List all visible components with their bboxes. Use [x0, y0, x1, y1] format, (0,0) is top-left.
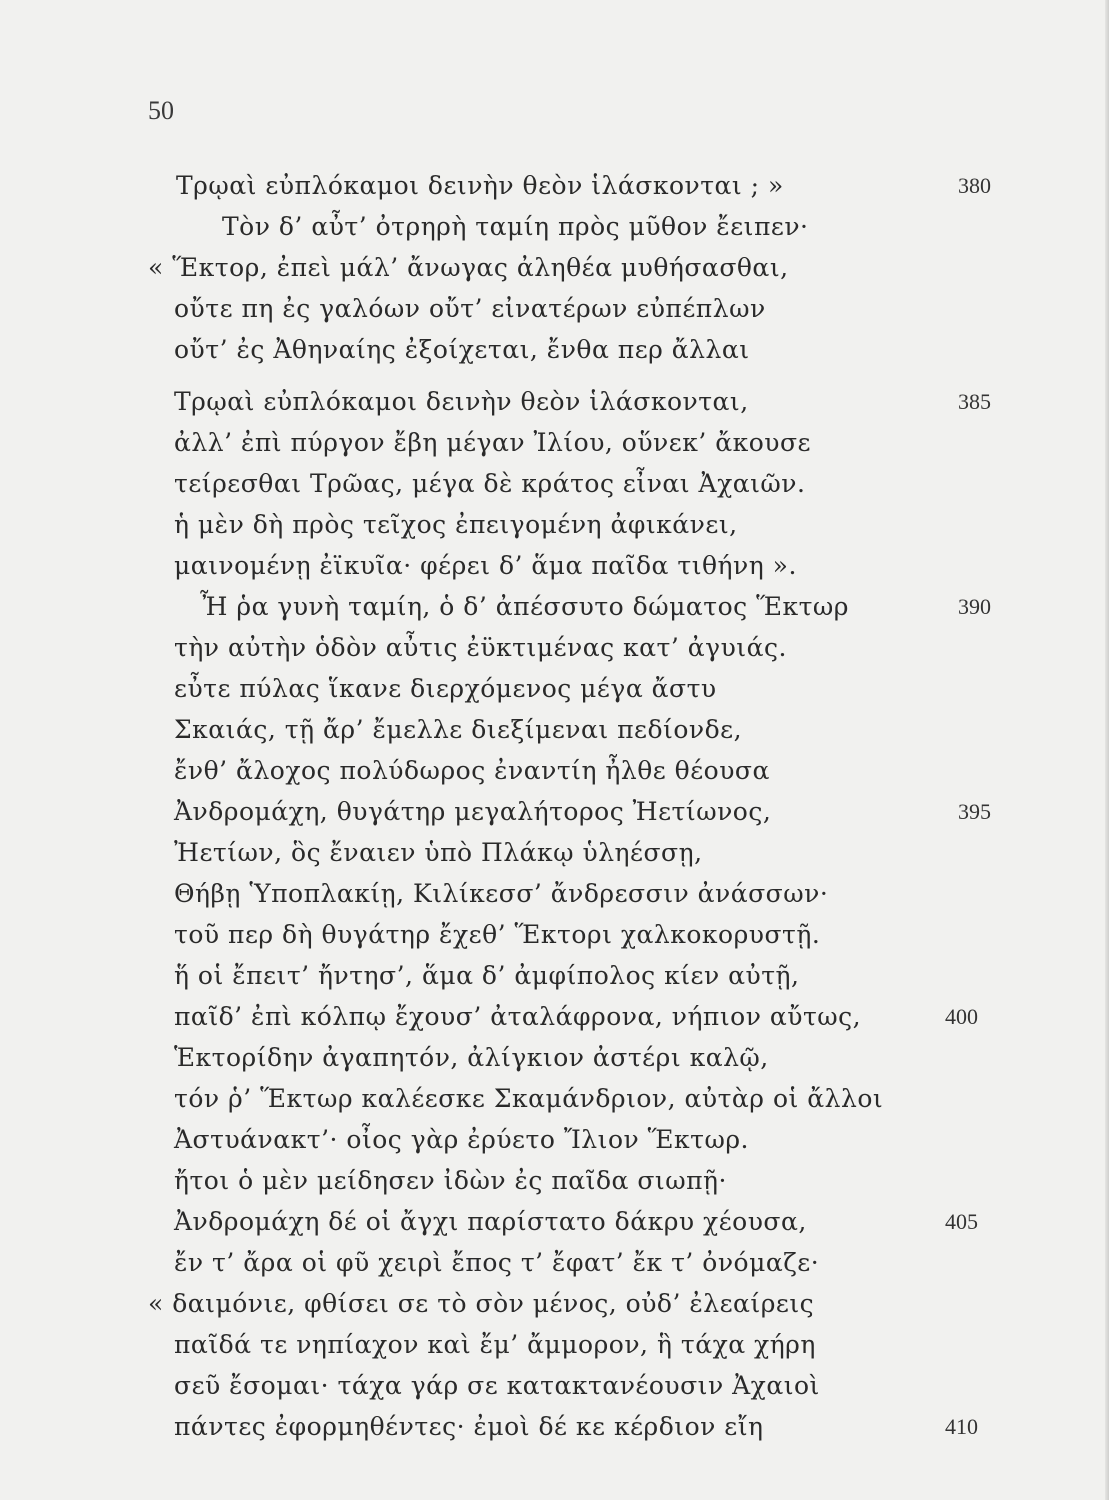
verse-text: Ἀστυάνακτ’· οἶος γὰρ ἐρύετο Ἴλιον Ἕκτωρ.	[174, 1125, 749, 1154]
verse-text: οὔτ’ ἐς Ἀθηναίης ἐξοίχεται, ἔνθα περ ἄλλαι	[174, 335, 750, 364]
verse-text: ἤτοι ὁ μὲν μείδησεν ἰδὼν ἐς παῖδα σιωπῇ·	[174, 1166, 727, 1195]
verse-text: εὖτε πύλας ἵκανε διερχόμενος μέγα ἄστυ	[174, 674, 717, 703]
verse-line	[0, 423, 1109, 463]
verse-text: Τρῳαὶ εὐπλόκαμοι δεινὴν θεὸν ἱλάσκονται,	[174, 387, 749, 416]
verse-line	[0, 710, 1109, 750]
verse-line	[0, 382, 1109, 422]
line-number: 380	[958, 173, 991, 198]
verse-line	[0, 1243, 1109, 1283]
verse-text: τόν ῥ’ Ἕκτωρ καλέεσκε Σκαμάνδριον, αὐτὰρ οἱ ἄλλοι	[174, 1084, 884, 1113]
verse-text: τείρεσθαι Τρῶας, μέγα δὲ κράτος εἶναι Ἀχαιῶν.	[174, 469, 806, 498]
verse-text: τοῦ περ δὴ θυγάτηρ ἔχεθ’ Ἕκτορι χαλκοκορυστῇ.	[174, 920, 821, 949]
verse-text: Θήβῃ Ὑποπλακίῃ, Κιλίκεσσ’ ἄνδρεσσιν ἀνάσσων·	[174, 879, 829, 908]
verse-text: Ἠετίων, ὃς ἔναιεν ὑπὸ Πλάκῳ ὑληέσσῃ,	[174, 838, 703, 867]
verse-line	[0, 546, 1109, 586]
verse-line	[0, 1366, 1109, 1406]
verse-line	[0, 587, 1109, 627]
verse-text: ἔν τ’ ἄρα οἱ φῦ χειρὶ ἔπος τ’ ἔφατ’ ἔκ τ’ ὀνόμαζε·	[174, 1248, 820, 1277]
line-number: 390	[958, 594, 991, 619]
verse-line	[0, 751, 1109, 791]
verse-text: παῖδά τε νηπίαχον καὶ ἔμ’ ἄμμορον, ἣ τάχα χήρη	[174, 1330, 816, 1359]
verse-text: μαινομένῃ ἐϊκυῖα· φέρει δ’ ἅμα παῖδα τιθήνη ».	[174, 551, 797, 580]
verse-text: Τρῳαὶ εὐπλόκαμοι δεινὴν θεὸν ἱλάσκονται ; »	[176, 171, 784, 200]
verse-line	[0, 1038, 1109, 1078]
verse-text: ἡ μὲν δὴ πρὸς τεῖχος ἐπειγομένη ἀφικάνει,	[174, 510, 738, 539]
line-number: 395	[958, 799, 991, 824]
verse-text: Ἀνδρομάχη δέ οἱ ἄγχι παρίστατο δάκρυ χέουσα,	[174, 1207, 807, 1236]
verse-text: Ἀνδρομάχη, θυγάτηρ μεγαλήτορος Ἠετίωνος,	[174, 797, 772, 826]
verse-text: Σκαιάς, τῇ ἄρ’ ἔμελλε διεξίμεναι πεδίονδε,	[174, 715, 743, 744]
line-number: 405	[945, 1209, 978, 1234]
verse-line	[0, 997, 1109, 1037]
verse-line	[0, 1161, 1109, 1201]
verse-line	[0, 628, 1109, 668]
verse-line	[0, 1202, 1109, 1242]
verse-line	[0, 207, 1109, 247]
verse-line	[0, 166, 1109, 206]
verse-line	[0, 1120, 1109, 1160]
page-edge	[1105, 0, 1109, 1500]
line-number: 410	[945, 1414, 978, 1439]
verse-line	[0, 330, 1109, 370]
line-number: 400	[945, 1004, 978, 1029]
verse-text: ἥ οἱ ἔπειτ’ ἤντησ’, ἅμα δ’ ἀμφίπολος κίεν αὐτῇ,	[174, 961, 800, 990]
verse-text: « Ἕκτορ, ἐπεὶ μάλ’ ἄνωγας ἀληθέα μυθήσασθαι,	[148, 253, 789, 282]
verse-text: πάντες ἐφορμηθέντες· ἐμοὶ δέ κε κέρδιον εἴη	[174, 1412, 764, 1441]
verse-line	[0, 248, 1109, 288]
verse-line	[0, 915, 1109, 955]
verse-text: οὔτε πη ἐς γαλόων οὔτ’ εἰνατέρων εὐπέπλων	[174, 294, 766, 323]
verse-line	[0, 792, 1109, 832]
verse-line	[0, 1079, 1109, 1119]
verse-text: σεῦ ἔσομαι· τάχα γάρ σε κατακτανέουσιν Ἀχαιοὶ	[174, 1371, 820, 1400]
verse-text: παῖδ’ ἐπὶ κόλπῳ ἔχουσ’ ἀταλάφρονα, νήπιον αὔτως,	[174, 1002, 862, 1031]
verse-text: τὴν αὐτὴν ὁδὸν αὖτις ἐϋκτιμένας κατ’ ἀγυιάς.	[174, 633, 787, 662]
verse-text: ἔνθ’ ἄλοχος πολύδωρος ἐναντίη ἦλθε θέουσα	[174, 756, 770, 785]
verse-line	[0, 1325, 1109, 1365]
verse-text: Τὸν δ’ αὖτ’ ὀτρηρὴ ταμίη πρὸς μῦθον ἔειπεν·	[222, 212, 809, 241]
verse-text: Ἦ ῥα γυνὴ ταμίη, ὁ δ’ ἀπέσσυτο δώματος Ἕκτωρ	[200, 592, 849, 621]
page-number: 50	[148, 96, 174, 125]
verse-text: « δαιμόνιε, φθίσει σε τὸ σὸν μένος, οὐδ’ ἐλεαίρεις	[148, 1289, 815, 1318]
verse-line	[0, 833, 1109, 873]
verse-line	[0, 1284, 1109, 1324]
verse-text: ἀλλ’ ἐπὶ πύργον ἔβη μέγαν Ἰλίου, οὕνεκ’ ἄκουσε	[174, 428, 811, 457]
verse-line	[0, 1407, 1109, 1447]
line-number: 385	[958, 389, 991, 414]
verse-line	[0, 874, 1109, 914]
verse-line	[0, 669, 1109, 709]
verse-line	[0, 505, 1109, 545]
verse-line	[0, 289, 1109, 329]
verse-text: Ἑκτορίδην ἀγαπητόν, ἀλίγκιον ἀστέρι καλῷ,	[174, 1043, 769, 1072]
verse-line	[0, 956, 1109, 996]
verse-line	[0, 464, 1109, 504]
